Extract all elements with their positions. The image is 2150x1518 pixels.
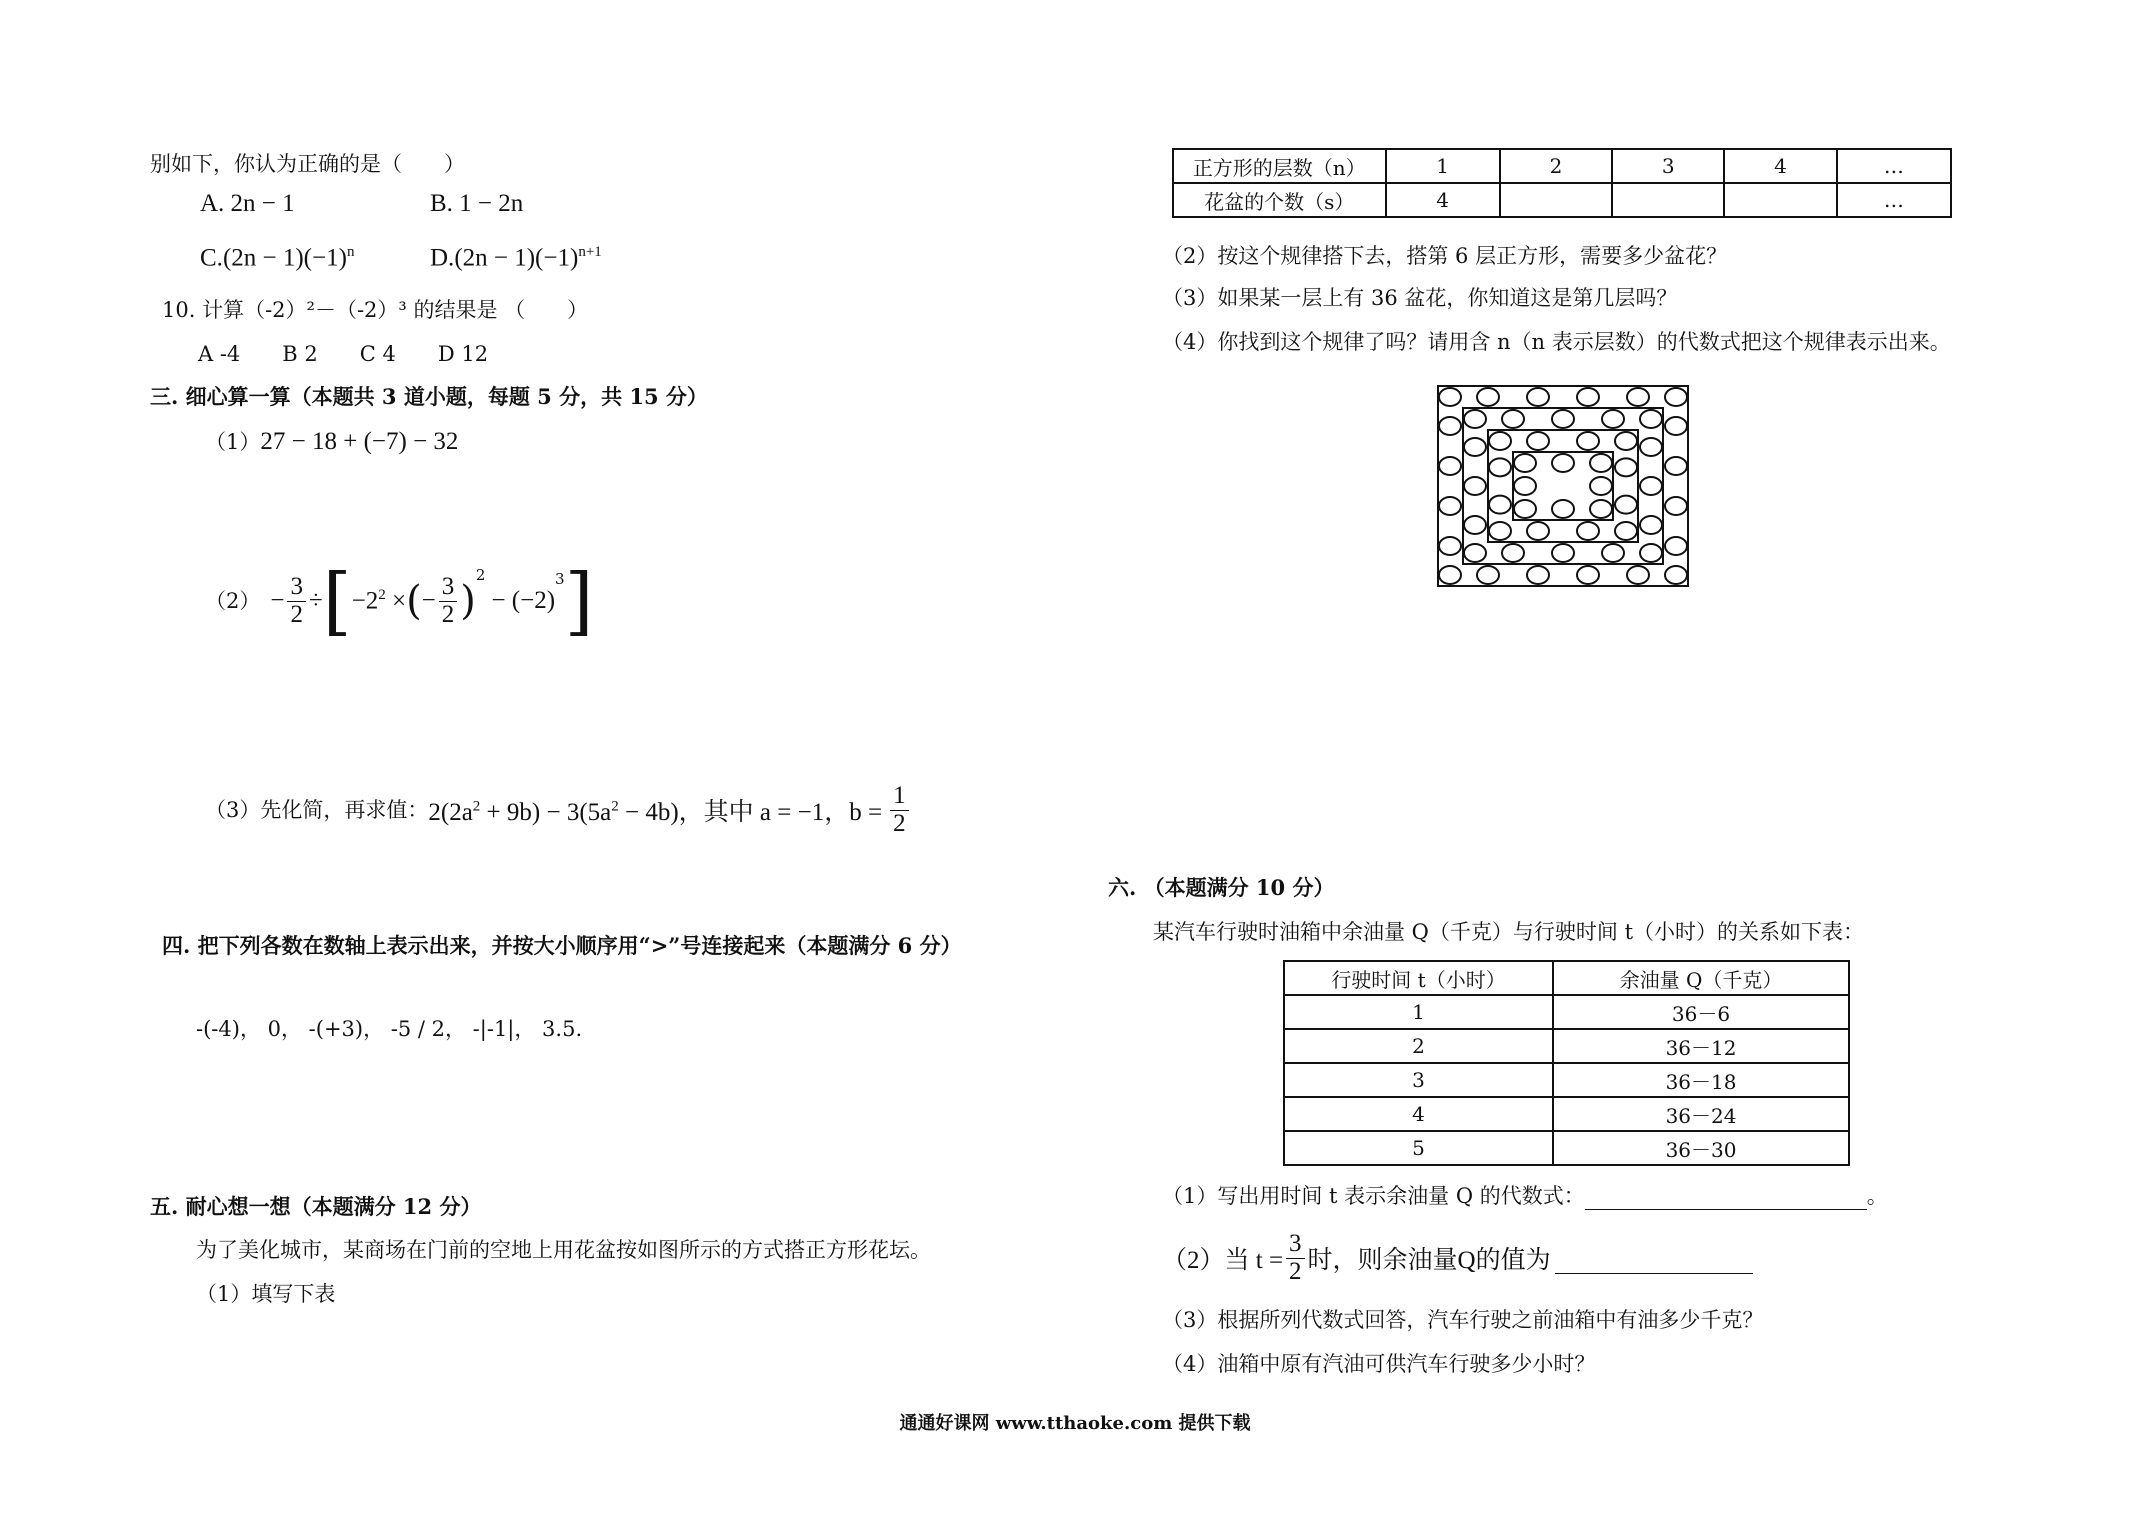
q9-option-b: B. 1 − 2n <box>430 190 524 217</box>
flower-pot <box>1439 457 1461 475</box>
flower-pot <box>1640 477 1662 495</box>
flower-pot <box>1489 496 1511 514</box>
flower-pot <box>1552 544 1574 562</box>
section-5-title: 五. 耐心想一想（本题满分 12 分） <box>150 1194 482 1219</box>
section-5-q2: （2）按这个规律搭下去，搭第 6 层正方形，需要多少盆花？ <box>1162 244 1728 268</box>
flower-pot <box>1552 454 1574 472</box>
flower-pot <box>1590 454 1612 472</box>
flower-pot <box>1665 497 1687 515</box>
flower-pot <box>1477 566 1499 584</box>
q10-stem: 10. 计算（-2）²－（-2）³ 的结果是 （ ） <box>162 298 589 322</box>
footer: 通通好课网 www.tthaoke.com 提供下载 <box>899 1413 1251 1434</box>
flower-pot <box>1615 496 1637 514</box>
flower-pot <box>1552 500 1574 518</box>
problem-1: （1）27 − 18 + (−7) − 32 <box>205 428 459 455</box>
flower-pot <box>1665 417 1687 435</box>
flower-pot <box>1615 522 1637 540</box>
table-row: 正方形的层数（n） 1 2 3 4 … <box>1173 149 1951 183</box>
problem-3: （3）先化简，再求值： $2(2a^2 + 9b) - 3(5a^2 - 4b)$，其中 a = −1，b = $\frac{1}{2}$ <box>205 775 912 845</box>
flower-pot <box>1640 410 1662 428</box>
table-row: 4 36－24 <box>1284 1097 1849 1131</box>
flower-pot <box>1502 544 1524 562</box>
flower-pot <box>1464 516 1486 534</box>
flower-pot <box>1665 388 1687 406</box>
table-header-row: 行驶时间 t（小时） 余油量 Q（千克） <box>1284 961 1849 995</box>
q9-option-c: $C.(2n - 1)(-1)^n$ <box>200 244 355 272</box>
flower-pot <box>1640 516 1662 534</box>
flower-pot <box>1602 544 1624 562</box>
flower-pot <box>1627 566 1649 584</box>
section-5-q3: （3）如果某一层上有 36 盆花，你知道这是第几层吗？ <box>1162 286 1678 310</box>
flower-pot <box>1577 566 1599 584</box>
section-6-title: 六. （本题满分 10 分） <box>1108 875 1335 900</box>
flower-pot <box>1665 537 1687 555</box>
flower-pot <box>1640 438 1662 456</box>
flower-pot <box>1577 432 1599 450</box>
q9-stem: 别如下，你认为正确的是（ ） <box>150 152 465 176</box>
flower-pot <box>1439 537 1461 555</box>
flower-pot <box>1439 497 1461 515</box>
flower-pot <box>1552 410 1574 428</box>
flower-pot <box>1527 566 1549 584</box>
q9-option-d: $D.(2n - 1)(-1)^{n+1}$ <box>430 244 602 272</box>
flower-pot <box>1502 410 1524 428</box>
section-3-title: 三. 细心算一算（本题共 3 道小题，每题 5 分，共 15 分） <box>150 384 708 409</box>
section-6-q4: （4）油箱中原有汽油可供汽车行驶多少小时？ <box>1162 1352 1596 1376</box>
flower-pot <box>1477 388 1499 406</box>
flower-pot <box>1615 458 1637 476</box>
table-row: 1 36－6 <box>1284 995 1849 1029</box>
section-6-q2: （2）当 t = $\frac{3}{2}$ 时，则余油量Q的值为 <box>1162 1226 1753 1290</box>
flower-pot <box>1439 566 1461 584</box>
flower-pot <box>1514 500 1536 518</box>
flower-pot <box>1577 522 1599 540</box>
flowerpot-table <box>1172 148 1952 218</box>
flower-pot <box>1527 432 1549 450</box>
flower-pot <box>1514 454 1536 472</box>
answer-blank[interactable] <box>1555 1243 1753 1274</box>
flower-pot <box>1665 566 1687 584</box>
fuel-table <box>1283 960 1850 1166</box>
section-5-q1: （1）填写下表 <box>196 1282 336 1306</box>
q9-option-a: A. 2n − 1 <box>200 190 295 217</box>
section-6-q3: （3）根据所列代数式回答，汽车行驶之前油箱中有油多少千克？ <box>1162 1308 1764 1332</box>
section-4-title: 四. 把下列各数在数轴上表示出来，并按大小顺序用“>”号连接起来（本题满分 6 分） <box>162 933 962 958</box>
flower-pot <box>1590 500 1612 518</box>
flower-pot <box>1615 432 1637 450</box>
flower-pot <box>1439 417 1461 435</box>
flower-pot <box>1640 544 1662 562</box>
section-6-q1: （1）写出用时间 t 表示余油量 Q 的代数式： 。 <box>1162 1184 1888 1208</box>
flower-pot <box>1489 522 1511 540</box>
flower-pot <box>1464 544 1486 562</box>
section-4-numbers: -(-4)， 0， -(+3)， -5 / 2， -|-1|， 3.5. <box>196 1017 583 1041</box>
flower-pot <box>1602 410 1624 428</box>
flower-pot <box>1439 388 1461 406</box>
fraction-3-over-2: $\frac{3}{2}$ <box>287 574 306 628</box>
table-row: 3 36－18 <box>1284 1063 1849 1097</box>
flower-pot <box>1464 477 1486 495</box>
q10-options: A -4 B 2 C 4 D 12 <box>198 342 489 366</box>
flower-pot <box>1665 457 1687 475</box>
flower-pot <box>1627 388 1649 406</box>
flower-pot <box>1464 438 1486 456</box>
flower-pot <box>1489 432 1511 450</box>
table-row: 2 36－12 <box>1284 1029 1849 1063</box>
flower-pot <box>1590 477 1612 495</box>
flower-pot <box>1527 388 1549 406</box>
section-5-intro: 为了美化城市，某商场在门前的空地上用花盆按如图所示的方式搭正方形花坛。 <box>196 1238 931 1262</box>
section-6-intro: 某汽车行驶时油箱中余油量 Q（千克）与行驶时间 t（小时）的关系如下表： <box>1153 920 1865 944</box>
table-row: 花盆的个数（s） 4 … <box>1173 183 1951 217</box>
answer-blank[interactable] <box>1585 1187 1867 1210</box>
flower-pot <box>1577 388 1599 406</box>
section-5-q4: （4）你找到这个规律了吗？请用含 n（n 表示层数）的代数式把这个规律表示出来。 <box>1162 330 1951 354</box>
flower-pot <box>1527 522 1549 540</box>
flowerpot-square-diagram <box>1436 384 1690 588</box>
problem-2: （2） − $\frac{3}{2}$ ÷ [ $-2^2$ × ( − $\frac{3}{2}$ ) 2 − (−2) 3 ] <box>205 558 594 644</box>
flower-pot <box>1464 410 1486 428</box>
flower-pot <box>1514 477 1536 495</box>
flower-pot <box>1489 458 1511 476</box>
table-row: 5 36－30 <box>1284 1131 1849 1165</box>
